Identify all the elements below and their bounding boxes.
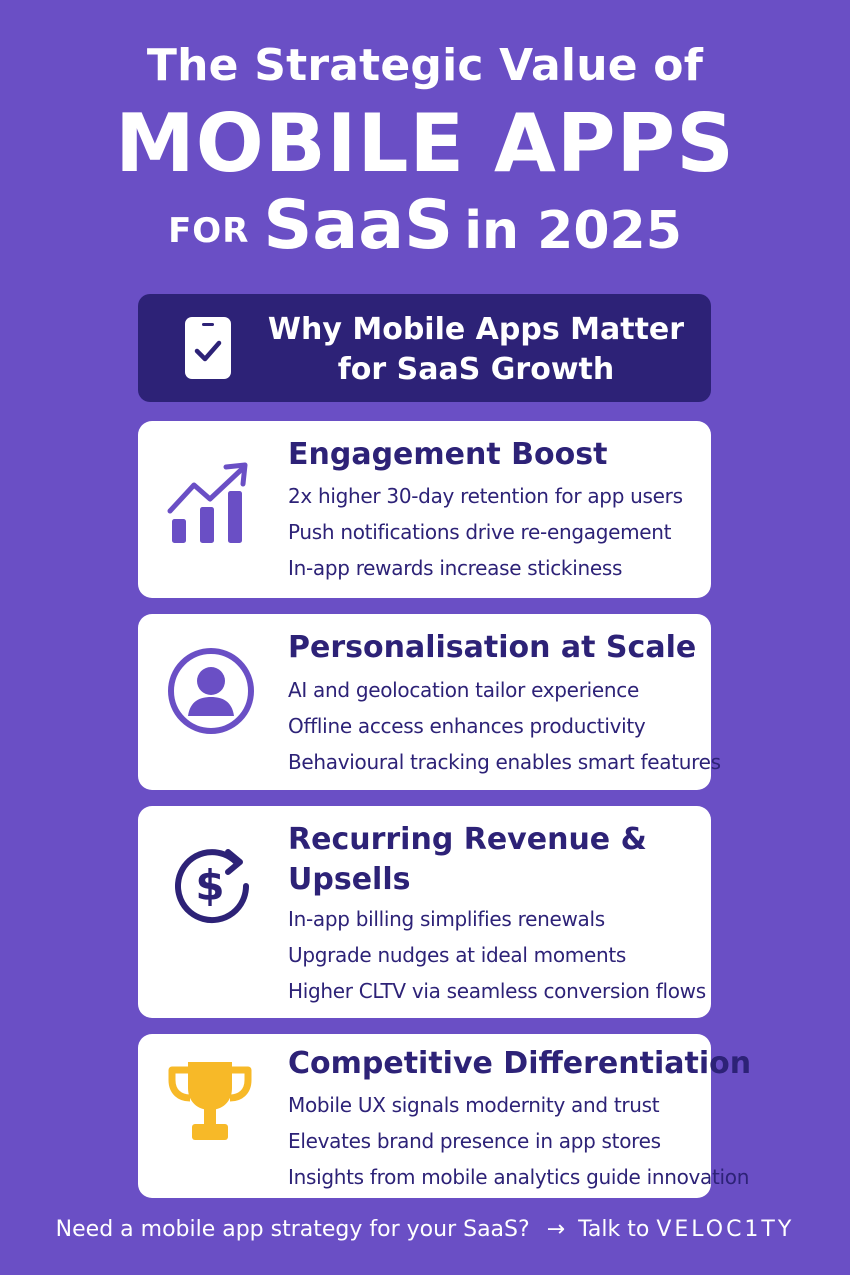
list-item: Mobile UX signals modernity and trust [288, 1093, 660, 1117]
list-item: In-app billing simplifies renewals [288, 907, 605, 931]
card-bullets [288, 478, 710, 586]
card-heading [288, 820, 708, 900]
call-to-action[interactable] [0, 1212, 850, 1248]
list-item: Elevates brand presence in app stores [288, 1129, 661, 1153]
list-item: In-app rewards increase stickiness [288, 556, 623, 580]
title-saas: SaaS [263, 186, 454, 265]
title-year: in 2025 [464, 201, 682, 261]
list-item: 2x higher 30-day retention for app users [288, 484, 683, 508]
list-item: Upgrade nudges at ideal moments [288, 943, 627, 967]
title-line-1: The Strategic Value of [146, 40, 704, 91]
trophy-icon [166, 1056, 254, 1150]
list-item: Behavioural tracking enables smart features [288, 750, 721, 774]
card-heading-line-1: Recurring Revenue & [288, 822, 647, 857]
section-banner [138, 294, 711, 402]
title-line-2: MOBILE APPS [115, 97, 735, 190]
user-profile-icon [166, 646, 256, 740]
page-title [0, 38, 850, 281]
card-personalisation [138, 614, 721, 790]
card-recurring-revenue [138, 806, 711, 1018]
card-bullets [288, 1087, 750, 1195]
list-item: Push notifications drive re-engagement [288, 520, 672, 544]
growth-chart-icon [166, 461, 250, 551]
list-item: Insights from mobile analytics guide innovation [288, 1165, 750, 1189]
card-heading-line-2: Upsells [288, 862, 411, 897]
banner-line-1: Why Mobile Apps Matter [267, 312, 685, 347]
list-item: Higher CLTV via seamless conversion flows [288, 979, 706, 1003]
svg-text:$: $ [195, 861, 225, 910]
card-heading: Engagement Boost [288, 437, 608, 472]
title-for: FOR [168, 211, 250, 251]
arrow-right-icon: → [546, 1217, 566, 1242]
card-bullets [288, 672, 721, 780]
card-heading: Competitive Differentiation [288, 1046, 752, 1081]
cta-action[interactable]: Talk to [578, 1217, 650, 1242]
card-bullets [288, 901, 710, 1009]
card-engagement-boost [138, 421, 711, 598]
banner-line-2: for SaaS Growth [337, 352, 615, 387]
title-line-3 [0, 188, 850, 281]
banner-title [256, 310, 696, 390]
card-heading: Personalisation at Scale [288, 630, 697, 665]
card-competitive-differentiation [138, 1034, 752, 1198]
list-item: AI and geolocation tailor experience [288, 678, 639, 702]
cta-text: Need a mobile app strategy for your SaaS? [55, 1217, 530, 1242]
dollar-cycle-icon [166, 840, 258, 936]
brand-name[interactable]: VELOC1TY [656, 1217, 795, 1242]
phone-check-icon [182, 314, 234, 382]
list-item: Offline access enhances productivity [288, 714, 646, 738]
